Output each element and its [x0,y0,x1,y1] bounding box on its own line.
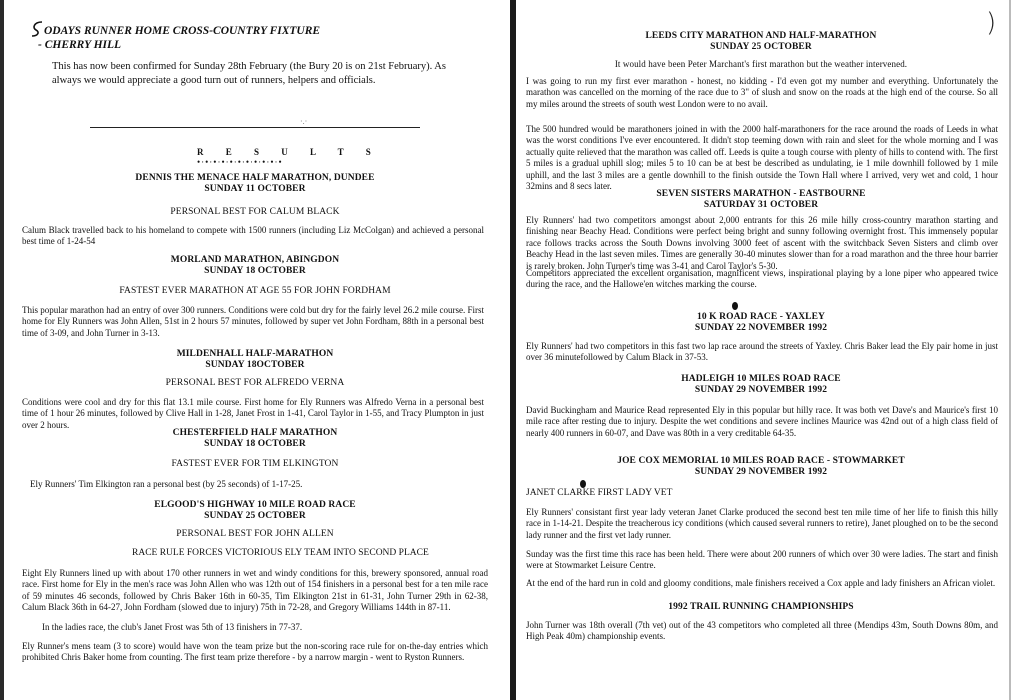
section-date: SUNDAY 29 NOVEMBER 1992 [694,467,828,477]
section-body: Competitors appreciated the excellent organisation, magnificent views, inspirational playing by a lone piper who appeared twice during the race, and the Hallowe'en witches marking the course. [526,268,998,290]
section-body: At the end of the hard run in cold and gloomy conditions, male finishers received a Cox apple and lady finishers an African violet. [526,578,996,588]
fixture-intro: This has now been confirmed for Sunday 28th February (the Bury 20 is on 21st February). As always we would appreciate a good turn out of runners, helpers and officials. [52,61,446,86]
section-title: HADLEIGH 10 MILES ROAD RACE [681,374,841,384]
section-body: Eight Ely Runners lined up with about 170 other runners in wet and windy conditions for this, brewery sponsored, annual road race. First home for Ely in the men's race was John Allen who was 12th out of 154 finishers in a personal best for a ten mile race of 59 minutes 46 seconds, followed by Chris Baker 16th in 60-35, Tim Elkington 21st in 61-31, John Turner 29th in 62-38, Calum Black 36th in 64-27, John Fordham (slowed due to injury) 75th in 72-28, and Gregory Williams 144th in 87-11. [22,568,488,613]
fixture-title-line1: ODAYS RUNNER HOME CROSS-COUNTRY FIXTURE [44,25,321,37]
section-title: LEEDS CITY MARATHON AND HALF-MARATHON [645,31,877,41]
results-dots: •·•·•·•·•·•·•·•·•·•·• [197,157,283,167]
section-title: 1992 TRAIL RUNNING CHAMPIONSHIPS [668,602,854,612]
section-subheading: FASTEST EVER MARATHON AT AGE 55 FOR JOHN FORDHAM [119,286,391,296]
section-body: The 500 hundred would be marathoners joined in with the 2000 half-marathoners for the race around the roads of Leeds in what was the worst conditions I've ever encountered. It didn't stop teeming down with rain and sleet for the whole morning and I was actually quite relieved that the marathon was called off. Leeds is quite a tough course with plenty of hills to contend with. The first 5 miles is a gradual uphill slog; miles 5 to 10 can be at best be described as undulating, ie 1 mile downhill followed by 1 mile uphill, and the last 3 miles are a gentle downhill to the finish outside the Town Hall where I arrived, very wet and cold, 1 hour 32mins and 8 secs later. [526,124,998,192]
section-date: SUNDAY 11 OCTOBER [204,184,306,194]
section-subheading-secondary: RACE RULE FORCES VICTORIOUS ELY TEAM INTO SECOND PLACE [132,548,429,558]
section-body: Conditions were cool and dry for this flat 13.1 mile course. First home for Ely Runners was Alfredo Verna in a personal best time of 1 hour 26 minutes, followed by Clive Hall in 1-28, Janet Frost in 1-41, Carol Taylor in 1-55, and Tracy Plumpton in just over 2 hours. [22,397,484,430]
section-body: John Turner was 18th overall (7th vet) out of the 43 competitors who completed all three (Mendips 43m, South Downs 80m, and High Peak 40m) championship events. [526,620,998,642]
results-heading: R E S U L T S [197,147,381,157]
section-body: In the ladies race, the club's Janet Frost was 5th of 13 finishers in 77-37. [42,622,303,632]
section-body: I was going to run my first ever marathon - honest, no kidding - I'd even got my number and everything. Unfortunately the marathon was cancelled on the morning of the race due to 3" of slush and snow on the roads at the high end of the course. So all my miles around the streets of south west London were to no avail. [526,76,998,109]
section-title: DENNIS THE MENACE HALF MARATHON, DUNDEE [135,173,375,183]
section-title: CHESTERFIELD HALF MARATHON [172,428,338,438]
section-subheading: PERSONAL BEST FOR CALUM BLACK [170,207,340,217]
section-date: SUNDAY 18OCTOBER [205,360,305,370]
section-subheading: PERSONAL BEST FOR JOHN ALLEN [176,529,334,539]
section-body: Calum Black travelled back to his homeland to compete with 1500 runners (including Liz McColgan) and achieved a personal best time of 1-24-54 [22,225,484,247]
section-title: SEVEN SISTERS MARATHON - EASTBOURNE [656,189,866,199]
section-body: Sunday was the first time this race has been held. There were about 200 runners of which over 30 were ladies. The start and finish were at Stowmarket Leisure Centre. [526,549,998,571]
section-title: 10 K ROAD RACE - YAXLEY [696,312,825,322]
section-title: MILDENHALL HALF-MARATHON [176,349,334,359]
section-date: SUNDAY 18 OCTOBER [204,439,306,449]
section-body: Ely Runners' had two competitors in this fast two lap race around the streets of Yaxley. Chris Baker lead the Ely pair home in just over 36 minutefollowed by Calum Black in 37-53. [526,341,998,363]
section-title: ELGOOD'S HIGHWAY 10 MILE ROAD RACE [154,500,356,510]
section-title: MORLAND MARATHON, ABINGDON [170,255,340,265]
section-title: JOE COX MEMORIAL 10 MILES ROAD RACE - STOWMARKET [617,456,905,466]
section-subheading: JANET CLARKE FIRST LADY VET [526,488,673,498]
section-date: SUNDAY 29 NOVEMBER 1992 [694,385,828,395]
section-subheading: PERSONAL BEST FOR ALFREDO VERNA [165,378,345,388]
paren-mark-icon: ) [986,8,997,38]
right-page [516,0,1011,700]
section-date: SUNDAY 25 OCTOBER [204,511,306,521]
section-date: SUNDAY 25 OCTOBER [710,42,812,52]
section-body: Ely Runners' had two competitors amongst about 2,000 entrants for this 26 mile hilly cross-country marathon starting and finishing near Beachy Head. Conditions were perfect being bright and sunny following overnight frost. This immensely popular race follows tracks across the South Downs involving 3000 feet of ascent with the switchback Seven Sisters and climb over Beachy Head in the last seven miles. Times are generally 30-40 minutes slower than for a road marathon and the three hour barrier is rarely broken. John Turner's time was 3-41 and Carol Taylor's 5-30. [526,215,998,271]
section-subheading: FASTEST EVER FOR TIM ELKINGTON [171,459,339,469]
section-date: SATURDAY 31 OCTOBER [703,200,819,210]
section-date: SUNDAY 22 NOVEMBER 1992 [694,323,828,333]
section-lead: It would have been Peter Marchant's first marathon but the weather intervened. [614,59,908,69]
divider-rule [90,127,420,128]
fixture-title-line2: - CHERRY HILL [38,39,122,51]
section-date: SUNDAY 18 OCTOBER [204,266,306,276]
section-body: Ely Runners' consistant first year lady veteran Janet Clarke produced the second best ten mile time of her life to finish this hilly race in 1-14-21. Despite the treacherous icy conditions (which caused several runners to retire), Janet ploughed on to be the second lady runner and the first vet lady runner. [526,507,998,540]
scan-speck: ·.· [300,117,308,126]
section-body: David Buckingham and Maurice Read represented Ely in this popular but hilly race. It was both vet Dave's and Maurice's first 10 mile race after resting due to injury. Despite the wet conditions and severe inclines Maurice was 42nd out of a high class field of nearly 400 runners in 60-07, and Dave was 80th in a very creditable 64-35. [526,405,998,438]
page-edge [0,0,4,700]
section-body: This popular marathon had an entry of over 300 runners. Conditions were cold but dry for the fairly level 26.2 mile course. First home for Ely Runners was John Allen, 51st in 2 hours 57 minutes, followed by super vet John Fordham, 88th in a personal best time of 3-09, and John Turner in 3-13. [22,305,484,338]
section-body: Ely Runners' Tim Elkington ran a personal best (by 25 seconds) of 1-17-25. [30,479,303,489]
section-body: Ely Runner's mens team (3 to score) would have won the team prize but the non-scoring race rule for on-the-day entries which prohibited Chris Baker home from counting. The first team prize therefore - by a narrow margin - went to Ryston Runners. [22,641,488,663]
